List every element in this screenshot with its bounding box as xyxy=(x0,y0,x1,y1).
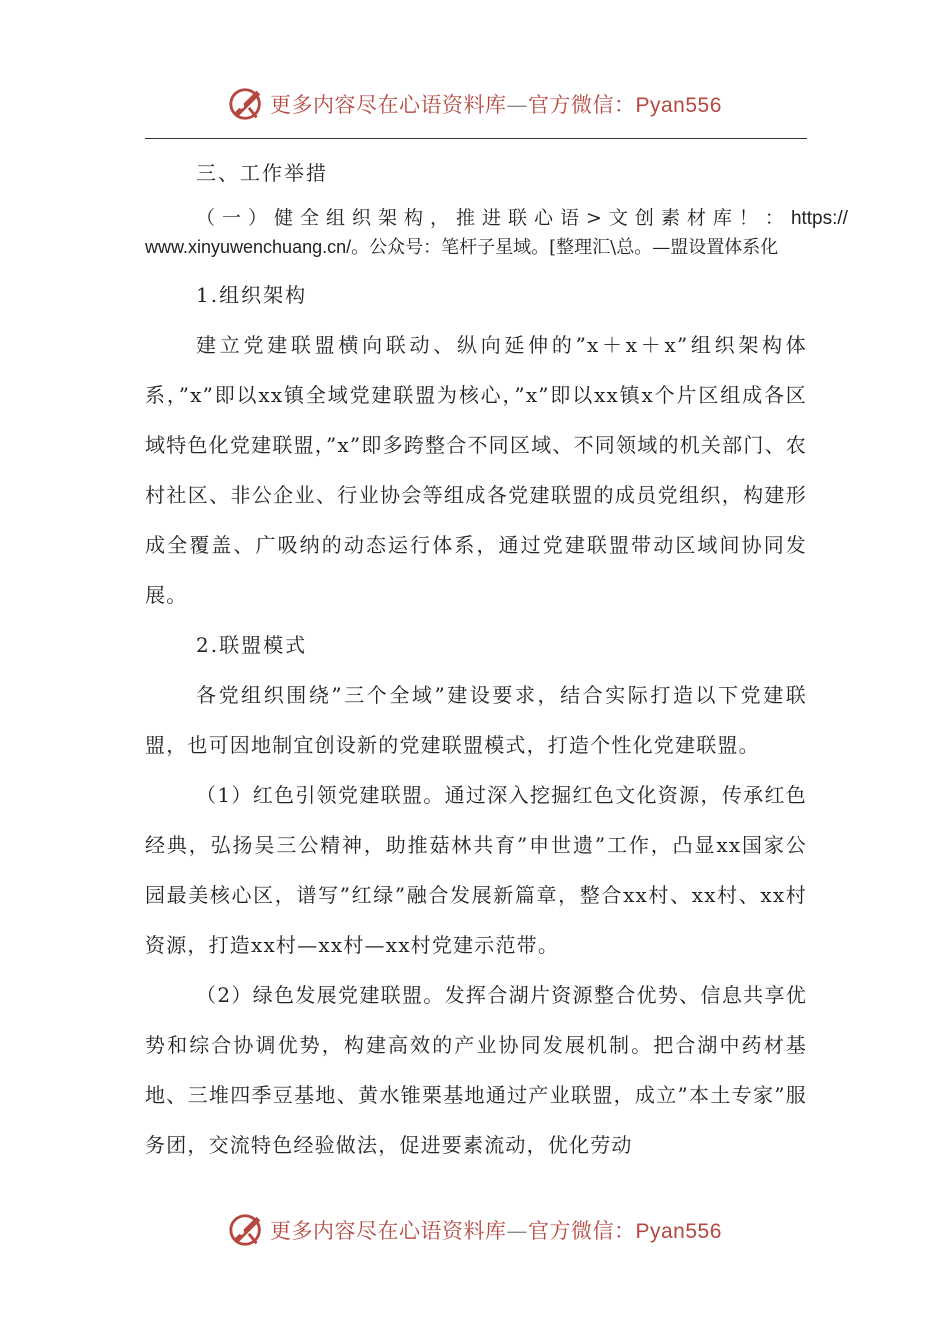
pen-logo-icon xyxy=(228,1211,266,1249)
subsection-cont-rest: 。公众号：笔杆子星域。[整理汇\总。—盟设置体系化 xyxy=(351,237,779,258)
header-banner xyxy=(228,84,722,124)
heading-alliance-mode: 2.联盟模式 xyxy=(196,633,308,657)
section-heading: 三、工作举措 xyxy=(196,161,328,185)
subsection-cont-url: www.xinyuwenchuang.cn/ xyxy=(145,237,352,257)
paragraph-alliance-mode: 各党组织围绕”三个全域”建设要求，结合实际打造以下党建联盟，也可因地制宜创设新的党建联盟模式，打造个性化党建联盟。 xyxy=(145,683,807,757)
banner-handle: Pyan556 xyxy=(635,1220,722,1243)
paragraph-red-alliance: （1）红色引领党建联盟。通过深入挖掘红色文化资源，传承红色经典，弘扬吴三公精神，助推菇林共育”申世遗”工作，凸显xx国家公园最美核心区，谱写”红绿”融合发展新篇章，整合xx村、xx村、xx村资源，打造xx村—xx村—xx村党建示范带。 xyxy=(145,783,807,957)
subsection-prefix: （一）健全组织架构，推进联心语 xyxy=(196,207,587,229)
banner-handle: Pyan556 xyxy=(635,94,722,117)
banner-dash: — xyxy=(506,93,528,117)
paragraph-org-structure: 建立党建联盟横向联动、纵向延伸的”x＋x＋x”组织架构体系，”x”即以xx镇全域党建联盟为核心，”x”即以xx镇x个片区组成各区域特色化党建联盟，”x”即多跨整合不同区域、不同领域的机关部门、农村社区、非公企业、行业协会等组成各党建联盟的成员党组织，构建形成全覆盖、广吸纳的动态运行体系，通过党建联盟带动区域间协同发展。 xyxy=(145,333,807,607)
footer-banner xyxy=(228,1210,722,1250)
banner-main-text: 更多内容尽在心语资料库 xyxy=(270,93,507,117)
subsection-heading-line1 xyxy=(145,204,848,233)
banner-official-label: 官方微信： xyxy=(528,93,636,117)
banner-main-text: 更多内容尽在心语资料库 xyxy=(270,1219,507,1243)
header-rule xyxy=(145,138,807,139)
subsection-mid: >文创素材库！： xyxy=(586,207,791,229)
document-body xyxy=(145,148,848,1170)
pen-logo-icon xyxy=(228,85,266,123)
paragraph-green-alliance: （2）绿色发展党建联盟。发挥合湖片资源整合优势、信息共享优势和综合协调优势，构建高效的产业协同发展机制。把合湖中药材基地、三堆四季豆基地、黄水锥栗基地通过产业联盟，成立”本土专家”服务团，交流特色经验做法，促进要素流动，优化劳动 xyxy=(145,983,807,1157)
banner-dash: — xyxy=(506,1219,528,1243)
subsection-heading-line2 xyxy=(145,233,807,262)
heading-org-structure: 1.组织架构 xyxy=(196,283,308,307)
subsection-url: https:// xyxy=(790,208,848,229)
banner-text xyxy=(270,1215,722,1245)
banner-text xyxy=(270,89,722,119)
banner-official-label: 官方微信： xyxy=(528,1219,636,1243)
